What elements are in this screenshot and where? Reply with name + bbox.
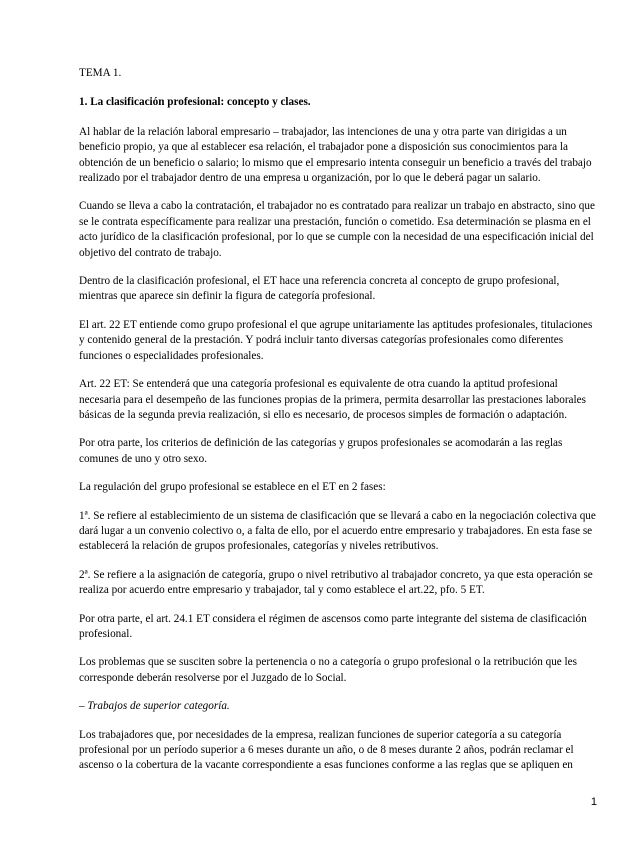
paragraph: Por otra parte, los criterios de definición de las categorías y grupos profesionales se acomodarán a las reglas comunes de uno y otro sexo. bbox=[79, 437, 563, 465]
paragraph: El art. 22 ET entiende como grupo profesional el que agrupe unitariamente las aptitudes profesionales, titulaciones y contenido general de la prestación. Y podrá incluir tanto diversas categorías profesionales como diferentes funciones o especialidades profesionales. bbox=[79, 318, 593, 362]
paragraph: Al hablar de la relación laboral empresario – trabajador, las intenciones de una y otra parte van dirigidas a un beneficio propio, ya que al establecer esa relación, el trabajador pone a disposición sus conocimientos para la obtención de un beneficio o salario; lo mismo que el empresario intenta conseguir un beneficio a través del trabajo realizado por el trabajador dentro de una empresa u organización, por lo que le deberá pagar un salario. bbox=[79, 125, 592, 185]
paragraph: 1ª. Se refiere al establecimiento de un sistema de clasificación que se llevará a cabo en la negociación colectiva que dará lugar a un convenio colectivo o, a falta de ello, por el acuerdo entre empresario y trabajadores. En esta fase se establecerá la relación de grupos profesionales, categorías y niveles retributivos. bbox=[79, 509, 596, 553]
subsection-heading: – Trabajos de superior categoría. bbox=[79, 700, 230, 713]
paragraph: Art. 22 ET: Se entenderá que una categoría profesional es equivalente de otra cuando la aptitud profesional necesaria para el desempeño de las funciones propias de la primera, permita desarrollar las prestaciones laborales básicas de la segunda previa realización, si ello es necesario, de procesos simples de formación o adaptación. bbox=[79, 378, 586, 421]
document-page bbox=[79, 66, 599, 787]
page-number: 1 bbox=[590, 796, 597, 808]
paragraph: Dentro de la clasificación profesional, el ET hace una referencia concreta al concepto de grupo profesional, mientras que aparece sin definir la figura de categoría profesional. bbox=[79, 275, 560, 303]
paragraph: 2ª. Se refiere a la asignación de categoría, grupo o nivel retributivo al trabajador concreto, ya que esta operación se realiza por acuerdo entre empresario y trabajador, tal y como establece el art.22, pfo. 5 ET. bbox=[79, 568, 593, 597]
paragraph: Los trabajadores que, por necesidades de la empresa, realizan funciones de superior categoría a su categoría profesional por un período superior a 6 meses durante un año, o de 8 meses durante 2 años, podrán reclamar el ascenso o la cobertura de la vacante correspondiente a esas funciones conforme a las reglas que se apliquen en bbox=[79, 728, 574, 772]
document-title: TEMA 1. bbox=[79, 67, 122, 79]
paragraph: Por otra parte, el art. 24.1 ET considera el régimen de ascensos como parte integrante del sistema de clasificación profesional. bbox=[79, 612, 587, 640]
paragraph: Los problemas que se susciten sobre la pertenencia o no a categoría o grupo profesional o la retribución que les corresponde deberán resolverse por el Juzgado de lo Social. bbox=[79, 656, 577, 684]
paragraph: La regulación del grupo profesional se establece en el ET en 2 fases: bbox=[79, 481, 386, 494]
section-heading: 1. La clasificación profesional: concepto y clases. bbox=[79, 96, 311, 109]
paragraph: Cuando se lleva a cabo la contratación, el trabajador no es contratado para realizar un trabajo en abstracto, sino que se le contrata específicamente para realizar una prestación, función o cometido. Esa determinación se plasma en el acto jurídico de la clasificación profesional, por lo que se cumple con la necesidad de una especificación inicial del objetivo del contrato de trabajo. bbox=[79, 200, 595, 259]
